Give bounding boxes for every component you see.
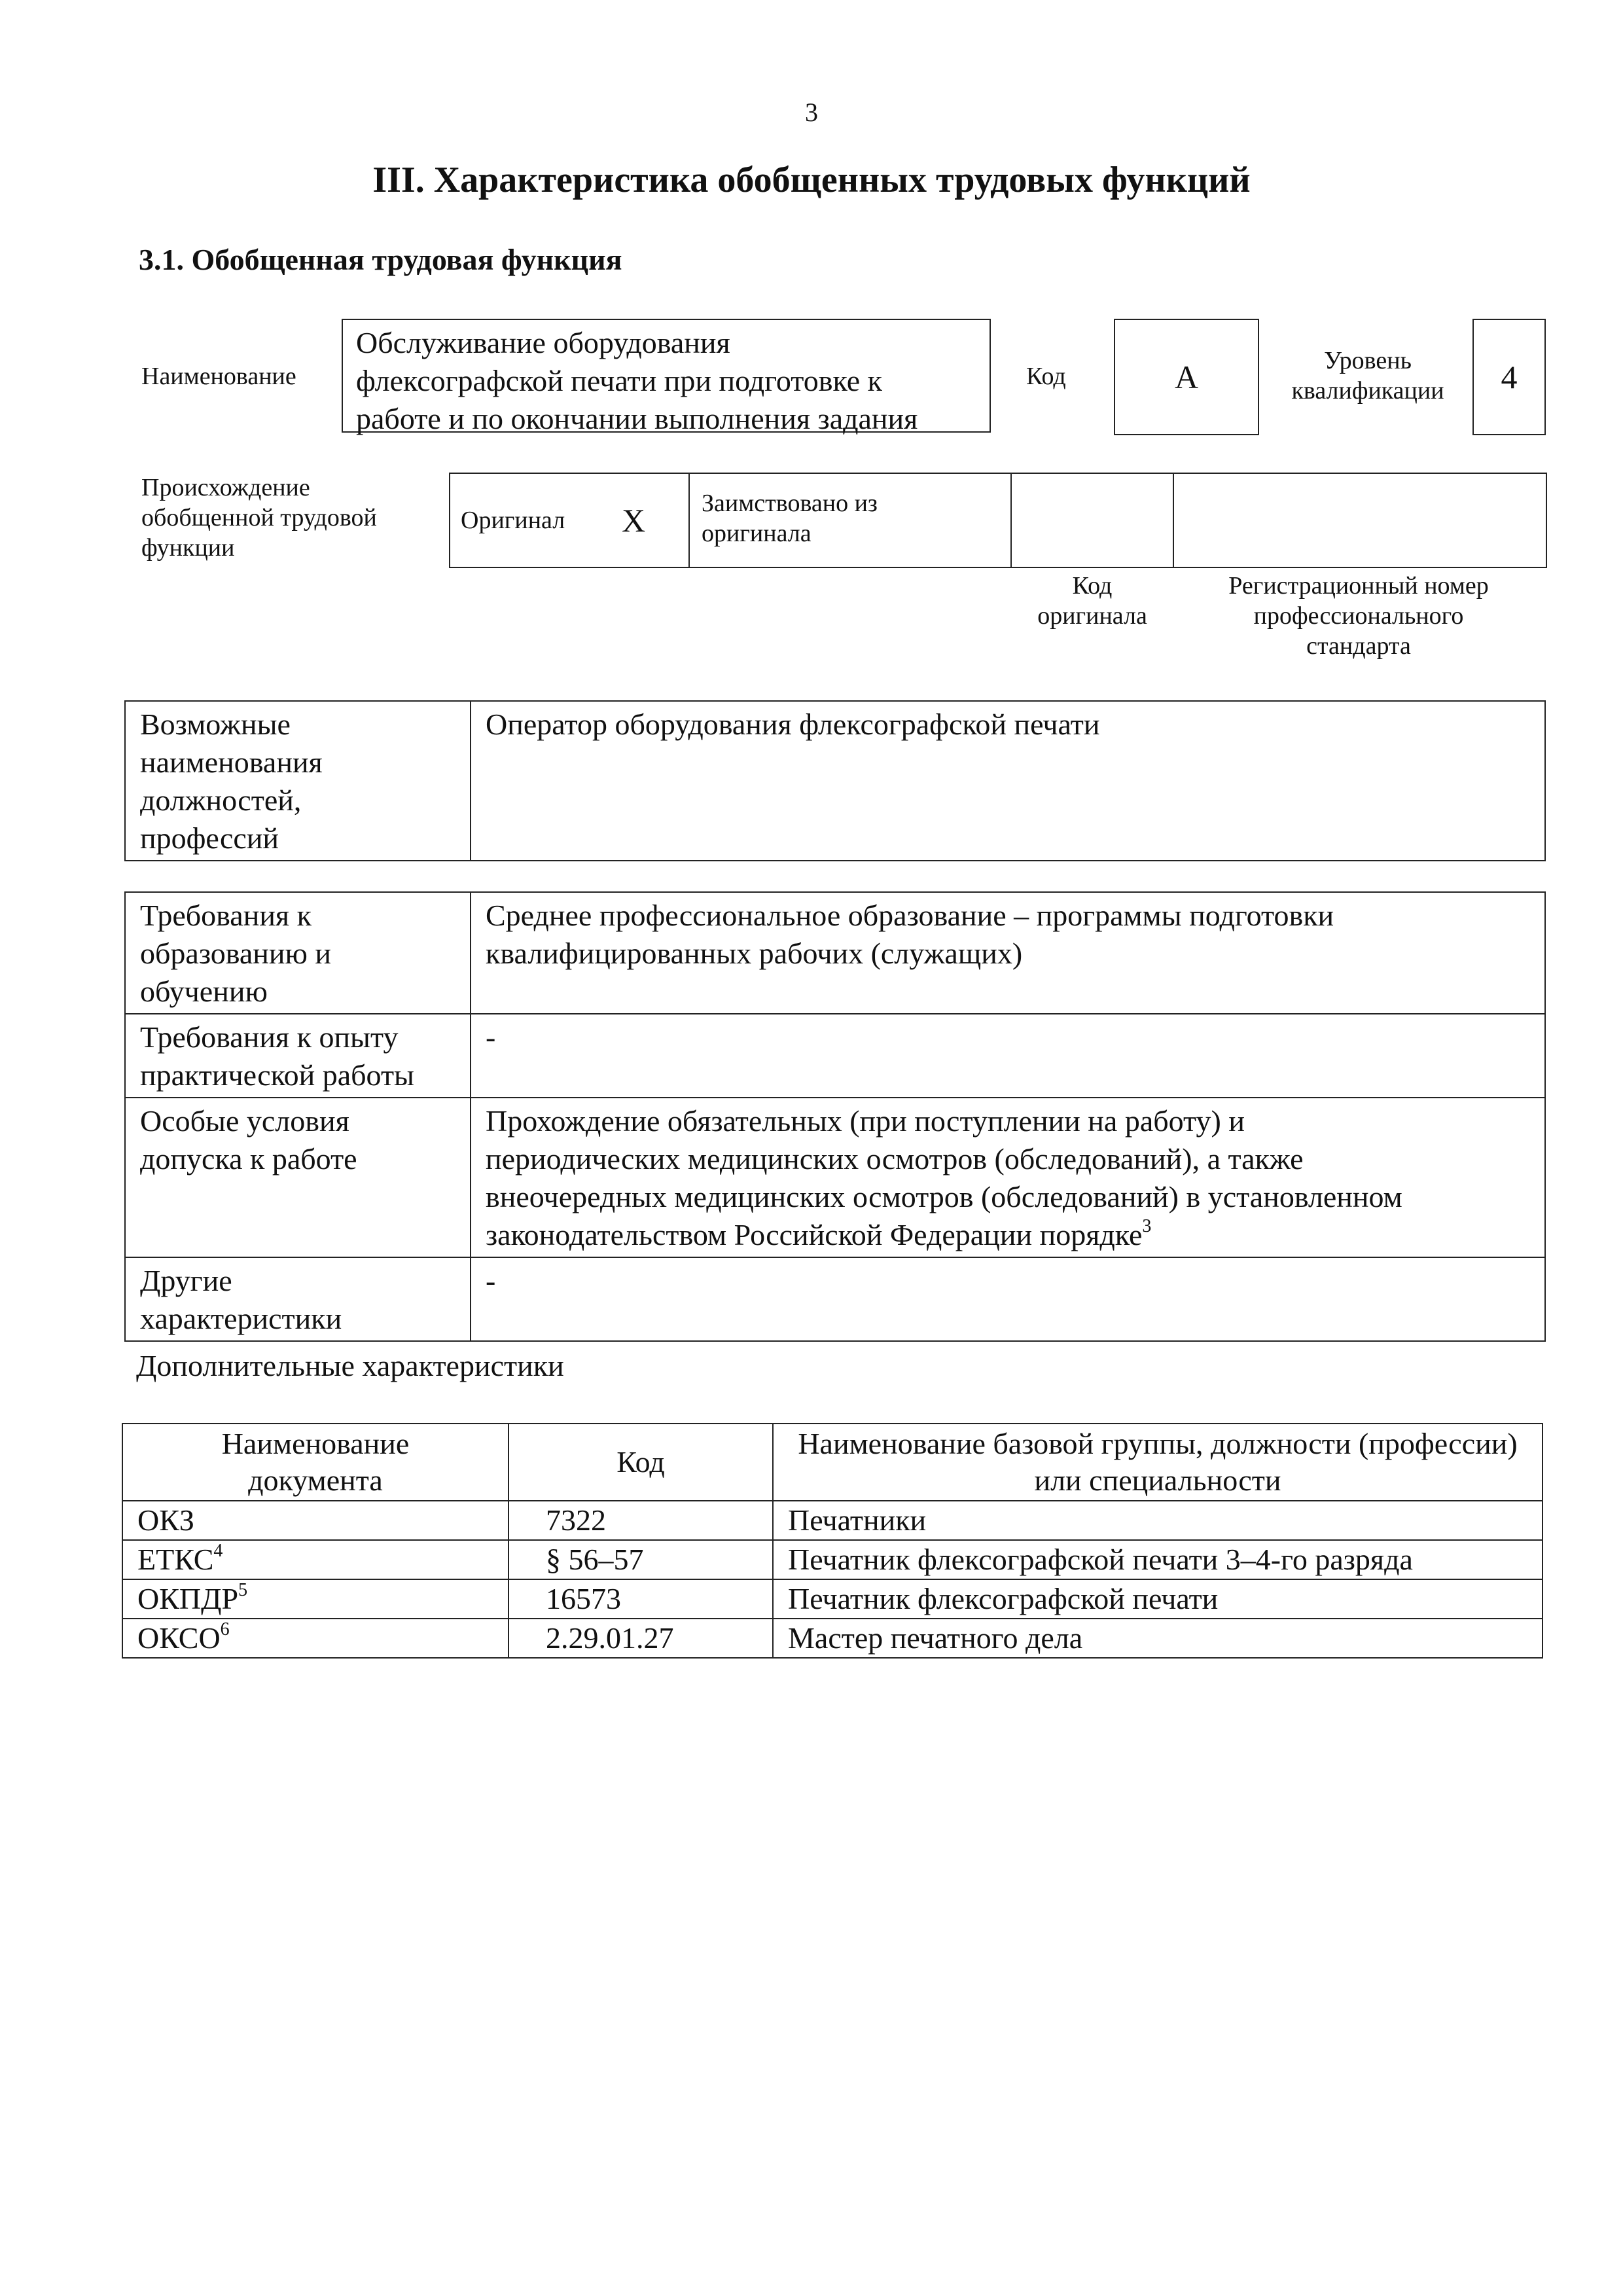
row-4-name: Мастер печатного дела	[773, 1619, 1543, 1658]
additional-table	[122, 1423, 1543, 1659]
borrowed-label-line-1: Заимствовано из	[702, 490, 878, 517]
reg-number-caption-line-3: стандарта	[1306, 632, 1411, 660]
education-label-line-3: обучению	[140, 975, 268, 1008]
positions-value-cell	[471, 701, 1545, 861]
function-name-box	[342, 319, 991, 433]
admission-label-line-2: допуска к работе	[140, 1142, 357, 1175]
header-doc-line-2: документа	[248, 1463, 383, 1497]
row-2-doc	[122, 1540, 508, 1579]
original-label: Оригинал	[461, 507, 565, 534]
footnote-3: 3	[1142, 1215, 1152, 1236]
qualification-level-box	[1472, 319, 1546, 435]
other-value-cell	[471, 1257, 1545, 1341]
row-3-name: Печатник флексографской печати	[773, 1579, 1543, 1619]
origin-label-line-3: функции	[141, 534, 235, 562]
education-value-cell	[471, 892, 1545, 1014]
row-2-doc-text: ЕТКС	[137, 1543, 214, 1576]
table-row	[122, 1540, 1543, 1579]
row-3-code: 16573	[508, 1579, 773, 1619]
requirements-row-education	[125, 892, 1545, 1014]
positions-label-line-2: наименования	[140, 745, 323, 779]
page-number: 3	[805, 98, 818, 127]
header-group-line-1: Наименование базовой группы, должности (профессии)	[798, 1427, 1518, 1460]
requirements-row-experience	[125, 1014, 1545, 1098]
experience-value: -	[486, 1020, 496, 1054]
original-code-caption	[1010, 571, 1174, 631]
header-code: Код	[616, 1445, 665, 1479]
original-code-cell	[1010, 473, 1174, 568]
additional-header-row	[122, 1424, 1543, 1501]
row-1-doc	[122, 1501, 508, 1540]
experience-label-line-2: практической работы	[140, 1058, 414, 1092]
education-label-cell	[125, 892, 471, 1014]
row-4-doc	[122, 1619, 508, 1658]
other-label-line-1: Другие	[140, 1264, 232, 1297]
qualification-level-value: 4	[1501, 359, 1518, 395]
function-name-line-3: работе и по окончании выполнения задания	[356, 402, 918, 435]
header-group-line-2: или специальности	[1034, 1463, 1281, 1497]
row-1-code: 7322	[508, 1501, 773, 1540]
table-row	[122, 1579, 1543, 1619]
other-label-cell	[125, 1257, 471, 1341]
reg-number-caption-line-2: профессионального	[1253, 602, 1464, 630]
table-row	[122, 1619, 1543, 1658]
row-1-name: Печатники	[773, 1501, 1543, 1540]
admission-value-cell	[471, 1098, 1545, 1257]
subsection-title: 3.1. Обобщенная трудовая функция	[139, 243, 622, 276]
header-group-cell	[773, 1424, 1543, 1501]
reg-number-cell	[1173, 473, 1547, 568]
row-2-name: Печатник флексографской печати 3–4-го разряда	[773, 1540, 1543, 1579]
footnote-6: 6	[220, 1619, 230, 1640]
function-code-box	[1114, 319, 1259, 435]
function-code-value: A	[1174, 359, 1199, 395]
positions-label-line-1: Возможные	[140, 708, 291, 741]
positions-label-line-3: должностей,	[140, 783, 302, 817]
row-3-doc	[122, 1579, 508, 1619]
name-label: Наименование	[141, 363, 296, 390]
admission-value-line-4-text: законодательством Российской Федерации порядке	[486, 1218, 1143, 1251]
experience-label-line-1: Требования к опыту	[140, 1020, 399, 1054]
positions-table	[124, 700, 1546, 861]
admission-label-cell	[125, 1098, 471, 1257]
admission-value-line-3: внеочередных медицинских осмотров (обследований) в установленном	[486, 1180, 1402, 1213]
row-4-doc-text: ОКСО	[137, 1621, 221, 1655]
section-title: III. Характеристика обобщенных трудовых функций	[372, 160, 1251, 200]
table-row	[122, 1501, 1543, 1540]
function-name-line-2: флексографской печати при подготовке к	[356, 364, 882, 397]
origin-table	[449, 473, 1547, 568]
header-code-cell	[508, 1424, 773, 1501]
reg-number-caption-line-1: Регистрационный номер	[1228, 572, 1489, 600]
original-mark: X	[622, 502, 646, 539]
row-3-doc-text: ОКПДР	[137, 1582, 239, 1615]
positions-label-cell	[125, 701, 471, 861]
admission-value-line-4	[486, 1216, 1530, 1254]
header-doc-line-1: Наименование	[221, 1427, 410, 1460]
borrowed-cell	[688, 473, 1012, 568]
borrowed-label-line-2: оригинала	[702, 520, 812, 547]
education-label-line-1: Требования к	[140, 899, 312, 932]
education-label-line-2: образованию и	[140, 937, 331, 970]
reg-number-caption	[1171, 571, 1546, 661]
original-code-caption-line-2: оригинала	[1037, 602, 1147, 630]
other-value: -	[486, 1264, 496, 1297]
footnote-4: 4	[213, 1540, 223, 1561]
original-code-caption-line-1: Код	[1072, 572, 1113, 600]
row-1-doc-text: ОКЗ	[137, 1503, 194, 1537]
positions-row	[125, 701, 1545, 861]
education-value-line-1: Среднее профессиональное образование – программы подготовки	[486, 899, 1334, 932]
origin-label	[141, 473, 377, 563]
admission-label-line-1: Особые условия	[140, 1104, 349, 1138]
requirements-table	[124, 891, 1546, 1342]
admission-value-line-1: Прохождение обязательных (при поступлении на работу) и	[486, 1104, 1245, 1138]
code-label: Код	[1026, 363, 1066, 390]
header-doc-cell	[122, 1424, 508, 1501]
other-label-line-2: характеристики	[140, 1302, 342, 1335]
requirements-row-other	[125, 1257, 1545, 1341]
requirements-row-admission	[125, 1098, 1545, 1257]
education-value-line-2: квалифицированных рабочих (служащих)	[486, 937, 1023, 970]
qualification-level-label-line-2: квалификации	[1291, 377, 1444, 404]
original-cell	[449, 473, 690, 568]
additional-title: Дополнительные характеристики	[136, 1349, 564, 1382]
qualification-level-label-line-1: Уровень	[1324, 347, 1412, 374]
positions-value: Оператор оборудования флексографской печати	[486, 708, 1100, 741]
positions-label-line-4: профессий	[140, 821, 279, 855]
admission-value-line-2: периодических медицинских осмотров (обследований), а также	[486, 1142, 1304, 1175]
function-name-line-1: Обслуживание оборудования	[356, 326, 730, 359]
origin-label-line-1: Происхождение	[141, 474, 310, 501]
row-2-code: § 56–57	[508, 1540, 773, 1579]
origin-label-line-2: обобщенной трудовой	[141, 504, 377, 531]
experience-label-cell	[125, 1014, 471, 1098]
footnote-5: 5	[238, 1579, 248, 1600]
row-4-code: 2.29.01.27	[508, 1619, 773, 1658]
experience-value-cell	[471, 1014, 1545, 1098]
qualification-level-label	[1270, 346, 1466, 406]
